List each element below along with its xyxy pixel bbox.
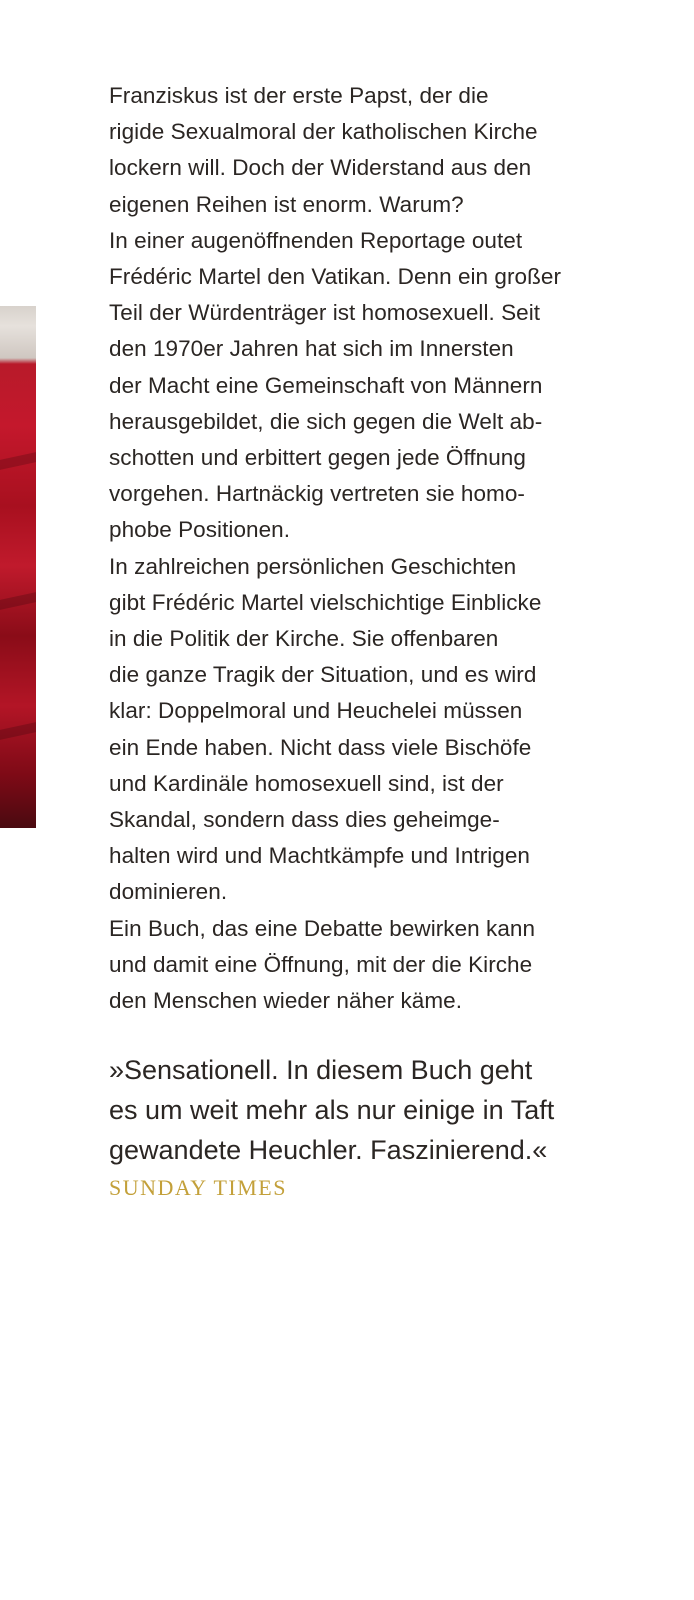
blurb-paragraph-reportage: In einer augenöffnenden Reportage outet Frédéric Martel den Vatikan. Denn ein großer Teil der Würdenträger ist homosexuell. Seit den 1970er Jahren hat sich im Innersten der Macht eine Gemeinschaft von Männern herausgebildet, die sich gegen die Welt ab- schotten und erbittert gegen jede Öffnung vorgehen. Hartnäckig vertreten sie homo- phobe Positionen.: [109, 227, 561, 543]
cover-image-edge: [0, 306, 36, 828]
blurb-paragraph-conclusion: Ein Buch, das eine Debatte bewirken kann und damit eine Öffnung, mit der die Kirche den Menschen wieder näher käme.: [109, 915, 536, 1014]
blurb-paragraph-intro: Franziskus ist der erste Papst, der die rigide Sexualmoral der katholischen Kirche lockern will. Doch der Widerstand aus den eigenen Reihen ist enorm. Warum?: [109, 83, 538, 217]
blurb-paragraph-stories: In zahlreichen persönlichen Geschichten gibt Frédéric Martel vielschichtige Einblicke in die Politik der Kirche. Sie offenbaren die ganze Tragik der Situation, und es wird klar: Doppelmoral und Heuchelei müssen ein Ende haben. Nicht dass viele Bischöfe und Kardinäle homosexuell sind, ist der Skandal, sondern dass dies geheimge- halten wird und Machtkämpfe und Intrigen dominieren.: [109, 553, 542, 905]
robe-fold: [0, 452, 36, 470]
press-quote: »Sensationell. In diesem Buch geht es um weit mehr als nur einige in Taft gewandete Heuchler. Faszinierend.«: [109, 1055, 555, 1165]
robe-fold: [0, 592, 36, 610]
robe-fold: [0, 722, 36, 740]
press-quote-source: SUNDAY TIMES: [109, 1175, 287, 1200]
blurb-text: [109, 78, 629, 1019]
